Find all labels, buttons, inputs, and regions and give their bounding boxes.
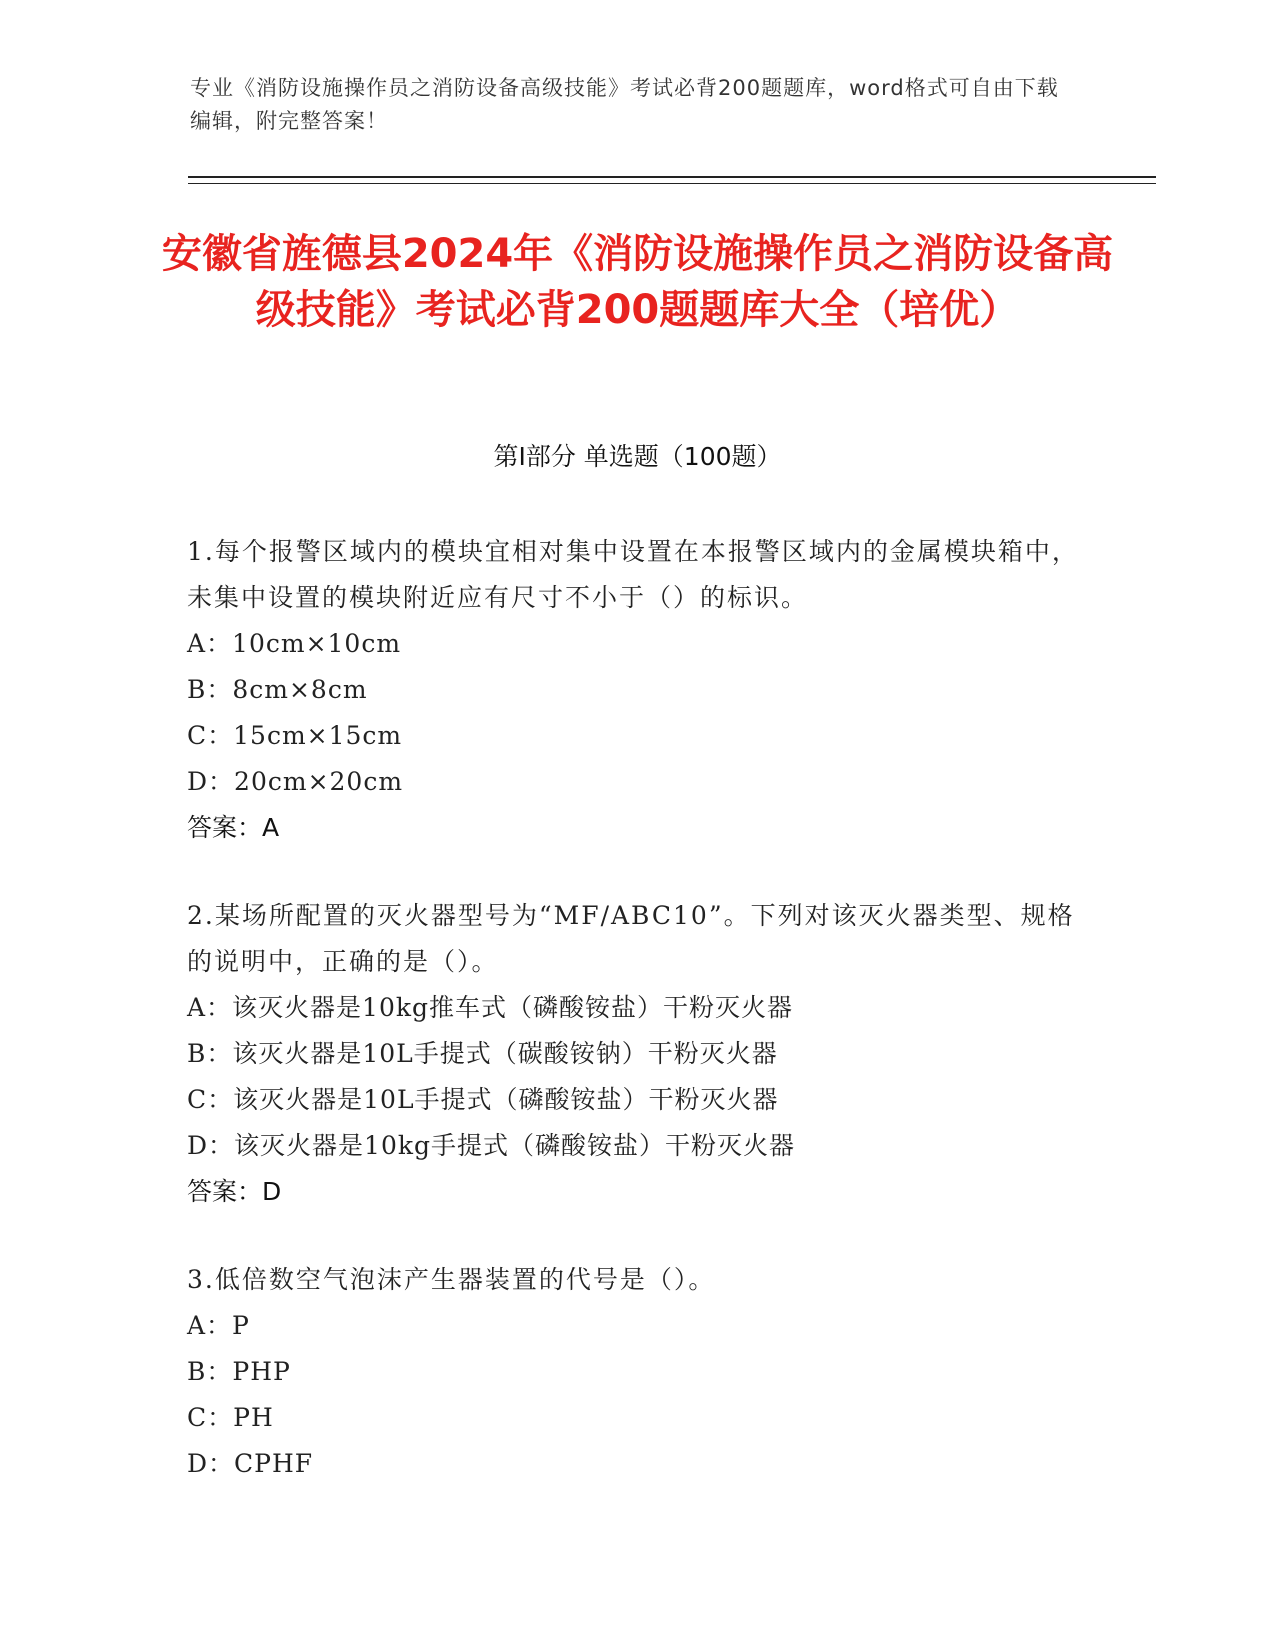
option-a: A：P bbox=[187, 1311, 250, 1340]
option-b: B：该灭火器是10L手提式（碳酸铵钠）干粉灭火器 bbox=[187, 1039, 778, 1068]
option-d: D：该灭火器是10kg手提式（磷酸铵盐）干粉灭火器 bbox=[187, 1131, 796, 1160]
option-c: C：PH bbox=[187, 1403, 274, 1432]
answer-line: 答案：A bbox=[187, 813, 280, 842]
option-a: A：10cm×10cm bbox=[187, 629, 402, 658]
question-3 bbox=[187, 1257, 1087, 1487]
option-b: B：8cm×8cm bbox=[187, 675, 368, 704]
header-note: 专业《消防设施操作员之消防设备高级技能》考试必背200题题库，word格式可自由下载编辑，附完整答案！ bbox=[190, 76, 1059, 133]
option-a: A：该灭火器是10kg推车式（磷酸铵盐）干粉灭火器 bbox=[187, 993, 794, 1022]
question-stem: 1.每个报警区域内的模块宜相对集中设置在本报警区域内的金属模块箱中，未集中设置的模块附近应有尺寸不小于（）的标识。 bbox=[187, 537, 1079, 612]
header-divider-thick bbox=[188, 176, 1156, 178]
question-stem: 2.某场所配置的灭火器型号为“MF/ABC10”。下列对该灭火器类型、规格的说明中，正确的是（）。 bbox=[187, 901, 1075, 976]
document-title: 安徽省旌德县2024年《消防设施操作员之消防设备高级技能》考试必背200题题库大全（培优） bbox=[161, 231, 1114, 333]
question-1 bbox=[187, 529, 1087, 851]
option-c: C：15cm×15cm bbox=[187, 721, 403, 750]
question-2 bbox=[187, 893, 1087, 1215]
header-divider-thin bbox=[188, 183, 1156, 184]
option-d: D：CPHF bbox=[187, 1449, 314, 1478]
option-c: C：该灭火器是10L手提式（磷酸铵盐）干粉灭火器 bbox=[187, 1085, 779, 1114]
answer-line: 答案：D bbox=[187, 1177, 282, 1206]
question-stem: 3.低倍数空气泡沫产生器装置的代号是（）。 bbox=[187, 1265, 716, 1294]
section-heading: 第I部分 单选题（100题） bbox=[493, 442, 782, 471]
option-d: D：20cm×20cm bbox=[187, 767, 404, 796]
option-b: B：PHP bbox=[187, 1357, 291, 1386]
